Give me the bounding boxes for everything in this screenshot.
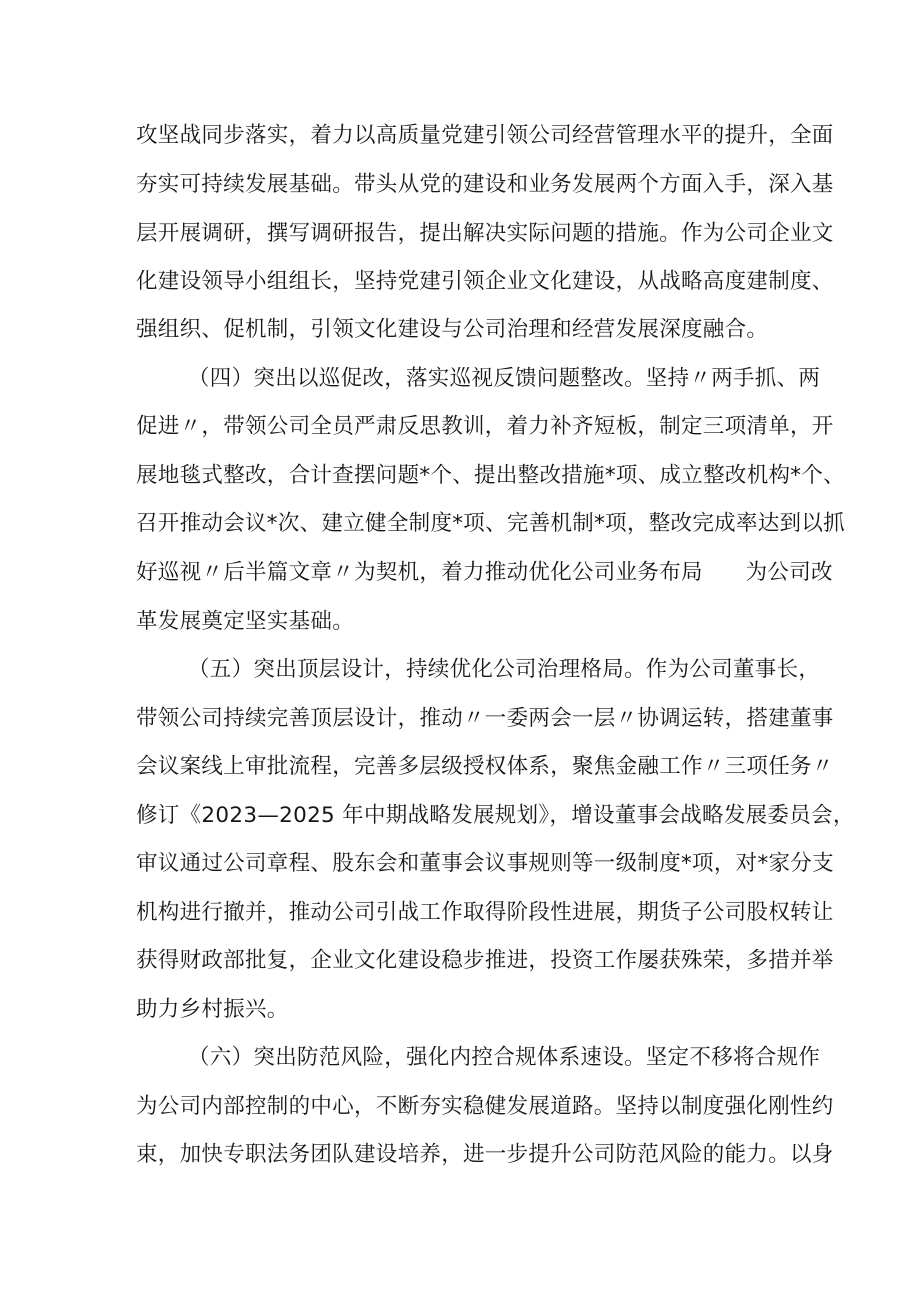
text-line: 夯实可持续发展基础。带头从党的建设和业务发展两个方面入手，深入基 [136, 172, 834, 197]
text-line: 束，加快专职法务团队建设培养，进一步提升公司防范风险的能力。以身 [136, 1142, 834, 1167]
text-line: 修订《2023—2025 年中期战略发展规划》，增设董事会战略发展委员会， [136, 803, 855, 828]
text-line: 召开推动会议*次、建立健全制度*项、完善机制*项，整改完成率达到以抓 [136, 511, 845, 536]
text-line: 为公司内部控制的中心，不断夯实稳健发展道路。坚持以制度强化刚性约 [136, 1094, 834, 1119]
section-heading-5: （五）突出顶层设计，持续优化公司治理格局。作为公司董事长， [188, 657, 821, 682]
text-line: 促进〃，带领公司全员严肃反思教训，着力补齐短板，制定三项清单，开 [136, 414, 834, 439]
text-line: 攻坚战同步落实，着力以高质量党建引领公司经营管理水平的提升，全面 [136, 123, 834, 148]
text-line: 化建设领导小组组长，坚持党建引领企业文化建设，从战略高度建制度、 [136, 269, 834, 294]
text-line: 会议案线上审批流程，完善多层级授权体系，聚焦金融工作〃三项任务〃 [136, 754, 834, 779]
text-line: 好巡视〃后半篇文章〃为契机，着力推动优化公司业务布局 为公司改 [136, 560, 833, 585]
section-heading-4: （四）突出以巡促改，落实巡视反馈问题整改。坚持〃两手抓、两 [188, 366, 821, 391]
text-line: 助力乡村振兴。 [136, 997, 289, 1022]
text-line: 革发展奠定坚实基础。 [136, 609, 355, 634]
text-line: 机构进行撤并，推动公司引战工作取得阶段性进展，期货子公司股权转让 [136, 900, 834, 925]
text-line: 带领公司持续完善顶层设计，推动〃一委两会一层〃协调运转，搭建董事 [136, 706, 834, 731]
text-line: 强组织、促机制，引领文化建设与公司治理和经营发展深度融合。 [136, 317, 769, 342]
section-heading-6: （六）突出防范风险，强化内控合规体系速设。坚定不移将合规作 [188, 1045, 821, 1070]
text-line: 审议通过公司章程、股东会和董事会议事规则等一级制度*项，对*家分支 [136, 851, 834, 876]
text-line: 获得财政部批复，企业文化建设稳步推进，投资工作屡获殊荣，多措并举 [136, 948, 834, 973]
text-line: 层开展调研，撰写调研报告，提出解决实际问题的措施。作为公司企业文 [136, 221, 834, 246]
text-line: 展地毯式整改，合计查摆问题*个、提出整改措施*项、成立整改机构*个、 [136, 463, 845, 488]
